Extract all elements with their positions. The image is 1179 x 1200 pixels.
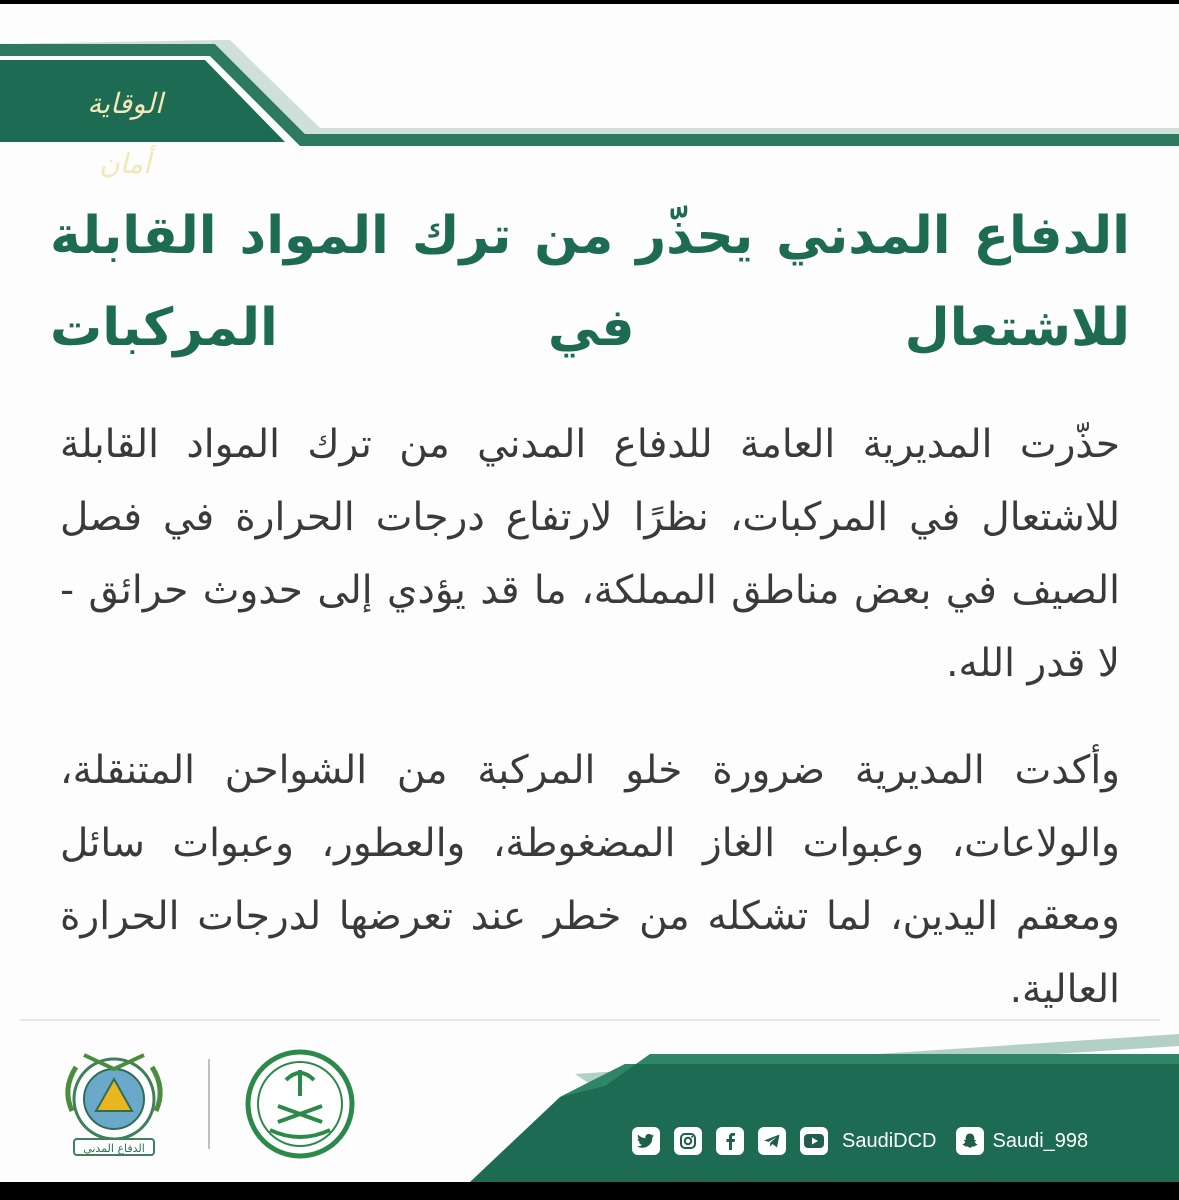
facebook-icon[interactable] [716, 1127, 744, 1155]
youtube-icon[interactable] [800, 1127, 828, 1155]
emblem-divider [208, 1059, 210, 1149]
headline: الدفاع المدني يحذّر من ترك المواد القابلة للاشتعال في المركبات [50, 206, 1130, 358]
paragraph-warning: حذّرت المديرية العامة للدفاع المدني من ترك المواد القابلة للاشتعال في المركبات، نظرًا لارتفاع درجات الحرارة في فصل الصيف في بعض مناطق المملكة، ما قد يؤدي إلى حدوث حرائق - لا قدر الله. [60, 422, 1120, 686]
announcement-card [0, 4, 1179, 1182]
instagram-icon[interactable] [674, 1127, 702, 1155]
twitter-icon[interactable] [632, 1127, 660, 1155]
emblem-label: الدفاع المدني [83, 1142, 145, 1155]
screen-bottom-edge [0, 1182, 1179, 1200]
handle-saudidcd[interactable]: SaudiDCD [842, 1129, 937, 1152]
paragraph-items: وأكدت المديرية ضرورة خلو المركبة من الشواحن المتنقلة، والولاعات، وعبوات الغاز المضغوطة، والعطور، وعبوات سائل ومعقم اليدين، لما تشكله من خطر عند تعرضها لدرجات الحرارة العالية. [60, 748, 1120, 1012]
handle-snapchat: Saudi_998 [992, 1129, 1089, 1152]
civil-defense-emblem [44, 1049, 184, 1159]
social-links [632, 1126, 1088, 1156]
snapchat-link[interactable] [956, 1127, 1088, 1155]
ministry-emblem [240, 1044, 360, 1164]
telegram-icon[interactable] [758, 1127, 786, 1155]
footer-separator [20, 1019, 1160, 1021]
prevention-logo: الوقاية أمان [87, 87, 163, 180]
snapchat-icon [956, 1127, 984, 1155]
